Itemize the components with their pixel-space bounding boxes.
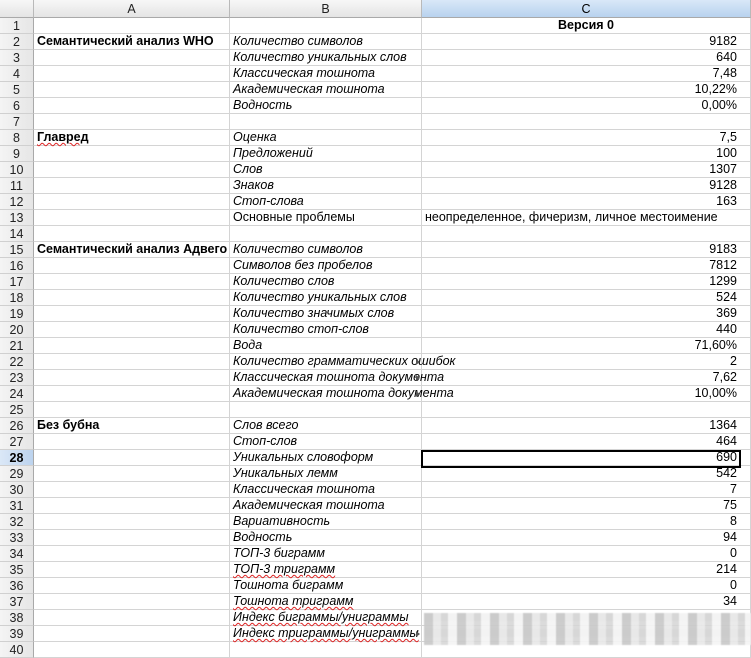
cell-c[interactable]	[422, 562, 751, 578]
cell-c-text: 163	[716, 194, 737, 208]
cell-c[interactable]	[422, 194, 751, 210]
cell-a-text: Семантический анализ WHO	[37, 34, 214, 48]
overflow-arrow-icon	[416, 391, 420, 397]
cell-c-text: 34	[723, 594, 737, 608]
cell-b[interactable]	[230, 402, 422, 418]
cell-b[interactable]	[230, 242, 422, 258]
cell-a-text: Главред	[37, 130, 89, 144]
cell-a[interactable]	[34, 306, 230, 322]
cell-c[interactable]	[422, 370, 751, 386]
cell-b-text: Количество символов	[233, 34, 363, 48]
cell-c[interactable]	[422, 530, 751, 546]
cell-b-text: Знаков	[233, 178, 274, 192]
cell-a[interactable]	[34, 338, 230, 354]
row-header[interactable]: 24	[0, 386, 34, 402]
cell-b[interactable]	[230, 338, 422, 354]
cell-b[interactable]	[230, 562, 422, 578]
cell-c[interactable]	[422, 482, 751, 498]
select-all-corner[interactable]	[0, 0, 34, 18]
cell-b-text: Классическая тошнота документа	[233, 370, 445, 384]
cell-b-text: Количество символов	[233, 242, 363, 256]
cell-c-text: 214	[716, 562, 737, 576]
cell-a[interactable]	[34, 450, 230, 466]
cell-b[interactable]	[230, 146, 422, 162]
cell-b-text: Слов всего	[233, 418, 299, 432]
cell-c[interactable]	[422, 434, 751, 450]
cell-c[interactable]	[422, 354, 751, 370]
cell-c-text: 369	[716, 306, 737, 320]
cell-c[interactable]	[422, 338, 751, 354]
cell-c-text: 0	[730, 546, 737, 560]
row-header[interactable]: 20	[0, 322, 34, 338]
cell-b-text: Водность	[233, 98, 293, 112]
cell-c-text: 7812	[709, 258, 737, 272]
cell-b[interactable]	[230, 514, 422, 530]
cell-c-text: 8	[730, 514, 737, 528]
cell-b[interactable]	[230, 50, 422, 66]
row-header[interactable]: 9	[0, 146, 34, 162]
cell-b[interactable]	[230, 194, 422, 210]
cell-c[interactable]	[422, 66, 751, 82]
row-header[interactable]: 18	[0, 290, 34, 306]
cell-a[interactable]	[34, 162, 230, 178]
cell-a[interactable]	[34, 594, 230, 610]
cell-b[interactable]	[230, 290, 422, 306]
cell-b-text: Предложений	[233, 146, 313, 160]
cell-c-text: 7,48	[712, 66, 737, 80]
cell-b-text: Количество слов	[233, 274, 335, 288]
cell-c-text: 690	[716, 450, 737, 464]
cell-c-text: 640	[716, 50, 737, 64]
cell-b[interactable]	[230, 210, 422, 226]
cell-b[interactable]	[230, 482, 422, 498]
cell-b-text: Классическая тошнота	[233, 66, 376, 80]
cell-b-text: Вода	[233, 338, 263, 352]
row-header[interactable]: 13	[0, 210, 34, 226]
row-header[interactable]: 19	[0, 306, 34, 322]
cell-c-text: 10,22%	[694, 82, 737, 96]
row-header[interactable]: 10	[0, 162, 34, 178]
cell-b-text: Водность	[233, 530, 293, 544]
row-header[interactable]: 7	[0, 114, 34, 130]
cell-c[interactable]	[422, 402, 751, 418]
cell-b[interactable]	[230, 434, 422, 450]
cell-a[interactable]	[34, 194, 230, 210]
cell-b[interactable]	[230, 386, 454, 402]
cell-c-text: 9128	[709, 178, 737, 192]
row-header[interactable]: 11	[0, 178, 34, 194]
cell-c[interactable]	[422, 162, 751, 178]
cell-c[interactable]	[422, 82, 751, 98]
row-header[interactable]: 28	[0, 450, 34, 466]
cell-c-text: 75	[723, 498, 737, 512]
cell-a[interactable]	[34, 226, 230, 242]
cell-c[interactable]	[422, 18, 751, 34]
cell-c[interactable]	[422, 242, 751, 258]
row-header[interactable]: 29	[0, 466, 34, 482]
cell-a[interactable]	[34, 66, 230, 82]
cell-c-text: 464	[716, 434, 737, 448]
cell-c-text: 1364	[709, 418, 737, 432]
row-header[interactable]: 34	[0, 546, 34, 562]
row-header[interactable]: 14	[0, 226, 34, 242]
cell-b[interactable]	[230, 546, 422, 562]
row-header[interactable]: 15	[0, 242, 34, 258]
cell-c[interactable]	[422, 50, 751, 66]
cell-b[interactable]	[230, 610, 422, 626]
cell-c[interactable]	[422, 178, 751, 194]
cell-c[interactable]	[422, 322, 751, 338]
cell-c-text: 0,00%	[701, 98, 737, 112]
cell-a[interactable]	[34, 18, 230, 34]
cell-a[interactable]	[34, 626, 230, 642]
cell-b[interactable]	[230, 226, 422, 242]
row-header[interactable]: 31	[0, 498, 34, 514]
cell-b[interactable]	[230, 34, 422, 50]
cell-b-text: ТОП-3 триграмм	[233, 562, 336, 576]
cell-b-text: Вариативность	[233, 514, 331, 528]
cell-c[interactable]	[422, 594, 751, 610]
cell-c[interactable]	[422, 98, 751, 114]
row-header[interactable]: 40	[0, 642, 34, 658]
row-header[interactable]: 6	[0, 98, 34, 114]
cell-b-text: Количество уникальных слов	[233, 50, 407, 64]
cell-b[interactable]	[230, 466, 422, 482]
cell-b-text: Количество стоп-слов	[233, 322, 369, 336]
cell-c-text: Версия 0	[558, 18, 614, 32]
cell-a[interactable]	[34, 498, 230, 514]
row-header[interactable]: 8	[0, 130, 34, 146]
cell-b[interactable]	[230, 130, 422, 146]
cell-b[interactable]	[230, 274, 422, 290]
cell-b-text: Уникальных лемм	[233, 466, 338, 480]
column-header-b[interactable]: B	[230, 0, 422, 18]
overflow-arrow-icon	[416, 359, 420, 365]
cell-c-text: 71,60%	[694, 338, 737, 352]
cell-b[interactable]	[230, 594, 422, 610]
cell-c[interactable]	[422, 578, 751, 594]
cell-c[interactable]	[422, 34, 751, 50]
cell-b-text: Количество грамматических ошибок	[233, 354, 456, 368]
row-header[interactable]: 21	[0, 338, 34, 354]
cell-b-text: Слов	[233, 162, 263, 176]
cell-c-text: 7,62	[712, 370, 737, 384]
row-header[interactable]: 25	[0, 402, 34, 418]
cell-a[interactable]	[34, 610, 230, 626]
cell-b[interactable]	[230, 114, 422, 130]
cell-b-text: Индекс триграммы/униграммы	[233, 626, 419, 640]
row-header[interactable]: 32	[0, 514, 34, 530]
cell-a[interactable]	[34, 578, 230, 594]
row-header[interactable]: 23	[0, 370, 34, 386]
cell-b[interactable]	[230, 322, 422, 338]
cell-b-text: Оценка	[233, 130, 277, 144]
cell-a[interactable]	[34, 482, 230, 498]
cell-b[interactable]	[230, 418, 422, 434]
row-header[interactable]: 12	[0, 194, 34, 210]
active-cell-c[interactable]	[422, 450, 751, 466]
cell-c[interactable]	[422, 114, 751, 130]
cell-a[interactable]	[34, 386, 230, 402]
column-header-a[interactable]: A	[34, 0, 230, 18]
cell-a[interactable]	[34, 402, 230, 418]
row-header[interactable]: 5	[0, 82, 34, 98]
cell-a-text: Без бубна	[37, 418, 100, 432]
cell-c-text: 440	[716, 322, 737, 336]
cell-a[interactable]	[34, 50, 230, 66]
cell-b-text: Количество значимых слов	[233, 306, 395, 320]
cell-a[interactable]	[34, 530, 230, 546]
cell-c[interactable]	[422, 210, 751, 226]
cell-b-text: Тошнота биграмм	[233, 578, 344, 592]
cell-b-text: Тошнота триграмм	[233, 594, 354, 608]
cell-b[interactable]	[230, 18, 422, 34]
cell-c-text: 100	[716, 146, 737, 160]
cell-a[interactable]	[34, 370, 230, 386]
cell-a[interactable]	[34, 434, 230, 450]
cell-b-text: Уникальных словоформ	[233, 450, 374, 464]
cell-a[interactable]	[34, 210, 230, 226]
row-header[interactable]: 33	[0, 530, 34, 546]
cell-a[interactable]	[34, 546, 230, 562]
cell-c[interactable]	[422, 498, 751, 514]
cell-b-text: Символов без пробелов	[233, 258, 373, 272]
cell-a[interactable]	[34, 562, 230, 578]
cell-b[interactable]	[230, 66, 422, 82]
cell-b-text: Академическая тошнота документа	[233, 386, 454, 400]
cell-b[interactable]	[230, 450, 422, 466]
row-header[interactable]: 1	[0, 18, 34, 34]
row-header[interactable]: 35	[0, 562, 34, 578]
cell-a[interactable]	[34, 290, 230, 306]
cell-c-text: 7,5	[719, 130, 737, 144]
row-header[interactable]: 2	[0, 34, 34, 50]
cell-c-text: 94	[723, 530, 737, 544]
row-header[interactable]: 27	[0, 434, 34, 450]
cell-c[interactable]	[422, 546, 751, 562]
cell-b[interactable]	[230, 82, 422, 98]
cell-c-text: 9183	[709, 242, 737, 256]
cell-b[interactable]	[230, 578, 422, 594]
cell-a[interactable]	[34, 82, 230, 98]
row-header[interactable]: 26	[0, 418, 34, 434]
cell-b-text: ТОП-3 биграмм	[233, 546, 325, 560]
cell-c[interactable]	[422, 306, 751, 322]
cell-c[interactable]	[422, 146, 751, 162]
column-header-c[interactable]: C	[422, 0, 751, 18]
cell-b[interactable]	[230, 354, 456, 370]
cell-c-text: 9182	[709, 34, 737, 48]
cell-b-text: Стоп-слов	[233, 434, 298, 448]
cell-a[interactable]	[34, 242, 230, 258]
cell-b-text: Основные проблемы	[233, 210, 355, 224]
row-header[interactable]: 30	[0, 482, 34, 498]
row-header[interactable]: 38	[0, 610, 34, 626]
cell-c[interactable]	[422, 418, 751, 434]
row-header[interactable]: 37	[0, 594, 34, 610]
cell-a[interactable]	[34, 514, 230, 530]
cell-c[interactable]	[422, 466, 751, 482]
cell-b-text: Индекс биграммы/униграммы	[233, 610, 409, 624]
cell-a[interactable]	[34, 274, 230, 290]
cell-c[interactable]	[422, 226, 751, 242]
cell-b[interactable]	[230, 98, 422, 114]
cell-a[interactable]	[34, 354, 230, 370]
cell-a[interactable]	[34, 34, 230, 50]
cell-b[interactable]	[230, 178, 422, 194]
cell-a[interactable]	[34, 146, 230, 162]
cell-a[interactable]	[34, 466, 230, 482]
cell-c[interactable]	[422, 130, 751, 146]
cell-b[interactable]	[230, 258, 422, 274]
cell-b-text: Академическая тошнота	[233, 82, 385, 96]
cell-b-text: Стоп-слова	[233, 194, 304, 208]
cell-b-text: Количество уникальных слов	[233, 290, 407, 304]
cell-c[interactable]	[422, 386, 751, 402]
cell-c-text: 1307	[709, 162, 737, 176]
row-header[interactable]: 17	[0, 274, 34, 290]
cell-a[interactable]	[34, 98, 230, 114]
cell-a[interactable]	[34, 258, 230, 274]
cell-b-text: Классическая тошнота	[233, 482, 376, 496]
cell-b[interactable]	[230, 306, 422, 322]
row-header[interactable]: 3	[0, 50, 34, 66]
cell-b[interactable]	[230, 642, 422, 658]
overflow-arrow-icon	[416, 375, 420, 381]
cell-c[interactable]	[422, 274, 751, 290]
cell-c-text: неопределенное, фичеризм, личное местоимение	[425, 210, 718, 224]
cell-c-text: 0	[730, 578, 737, 592]
cell-c-text: 542	[716, 466, 737, 480]
row-header[interactable]: 39	[0, 626, 34, 642]
cell-a-text: Семантический анализ Адвего	[37, 242, 228, 256]
cell-b[interactable]	[230, 530, 422, 546]
overflow-arrow-icon	[416, 631, 420, 637]
cell-b[interactable]	[230, 370, 445, 386]
redacted-region	[424, 613, 751, 645]
cell-c[interactable]	[422, 290, 751, 306]
cell-c[interactable]	[422, 514, 751, 530]
row-header[interactable]: 4	[0, 66, 34, 82]
cell-b[interactable]	[230, 162, 422, 178]
cell-b[interactable]	[230, 498, 422, 514]
cell-c-text: 1299	[709, 274, 737, 288]
cell-a[interactable]	[34, 178, 230, 194]
cell-a[interactable]	[34, 322, 230, 338]
row-header[interactable]: 22	[0, 354, 34, 370]
row-header[interactable]: 16	[0, 258, 34, 274]
cell-b-text: Академическая тошнота	[233, 498, 385, 512]
cell-a[interactable]	[34, 418, 230, 434]
row-header[interactable]: 36	[0, 578, 34, 594]
cell-b[interactable]	[230, 626, 422, 642]
cell-a[interactable]	[34, 114, 230, 130]
cell-c-text: 10,00%	[694, 386, 737, 400]
cell-c-text: 2	[730, 354, 737, 368]
cell-a[interactable]	[34, 130, 230, 146]
cell-c-text: 7	[730, 482, 737, 496]
cell-c[interactable]	[422, 258, 751, 274]
cell-c-text: 524	[716, 290, 737, 304]
cell-a[interactable]	[34, 642, 230, 658]
